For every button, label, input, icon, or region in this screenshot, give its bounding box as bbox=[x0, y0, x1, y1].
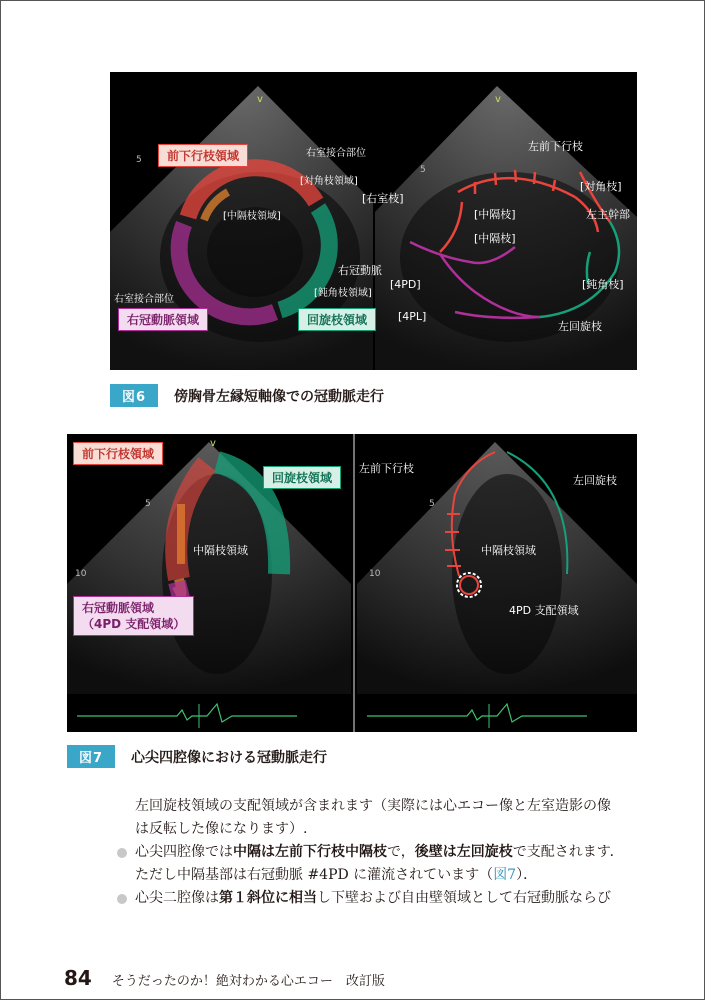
svg-text:10: 10 bbox=[75, 569, 87, 579]
figure7-title: 心尖四腔像における冠動脈走行 bbox=[131, 749, 328, 766]
bullet-dot-icon bbox=[117, 848, 127, 858]
fig6-label-obtuse-region: [鈍角枝領域] bbox=[314, 288, 372, 299]
figure7-image bbox=[67, 434, 637, 732]
figure6-badge: 図6 bbox=[110, 384, 158, 407]
fig7-rca-line1: 右冠動脈領域 bbox=[82, 601, 155, 615]
fig6-label-obtuse: [鈍角枝] bbox=[582, 278, 624, 291]
fig6-label-4pl: [4PL] bbox=[398, 310, 427, 323]
fig6-label-rca-region: 右冠動脈領域 bbox=[118, 308, 208, 331]
b2-text-c: し下壁および自由壁領域として右冠動脈ならび bbox=[317, 890, 611, 906]
body-text bbox=[113, 795, 653, 910]
figure6-caption bbox=[110, 384, 384, 407]
svg-text:5: 5 bbox=[429, 499, 435, 509]
fig6-label-lm: 左主幹部 bbox=[586, 208, 630, 221]
fig6-label-rca: 右冠動脈 bbox=[338, 264, 382, 277]
b1-bold-septum: 中隔は左前下行枝中隔枝 bbox=[233, 844, 387, 860]
fig6-label-rv-branch: [右室枝] bbox=[362, 192, 404, 205]
fig7-label-rca-region bbox=[73, 596, 194, 636]
fig6-label-lad-region: 前下行枝領域 bbox=[158, 144, 248, 167]
p1-line1: 左回旋枝領域の支配領域が含まれます（実際には心エコー像と左室造影の像 bbox=[135, 798, 611, 814]
figure7-reference-link[interactable]: 図7 bbox=[493, 867, 517, 883]
figure7-caption bbox=[67, 745, 327, 768]
b2-bold: 第１斜位に相当 bbox=[219, 890, 317, 906]
page-number: 84 bbox=[64, 966, 92, 990]
figure6-image bbox=[110, 72, 637, 370]
b1-line2-b: ）． bbox=[516, 867, 538, 883]
figure6-title: 傍胸骨左縁短軸像での冠動脈走行 bbox=[174, 388, 385, 405]
fig7-label-lcx: 左回旋枝 bbox=[573, 474, 617, 487]
fig6-label-septal-region: [中隔枝領域] bbox=[223, 211, 281, 222]
fig6-label-septal: [中隔枝] bbox=[474, 208, 516, 221]
book-title: そうだったのか！絶対わかる心エコー 改訂版 bbox=[111, 974, 385, 989]
fig6-label-diag: [対角枝] bbox=[580, 180, 622, 193]
paragraph-1 bbox=[113, 795, 653, 841]
b1-text-a: 心尖四腔像では bbox=[135, 844, 233, 860]
fig7-label-lad-region: 前下行枝領域 bbox=[73, 442, 163, 465]
b1-bold-posterior: 後壁は左回旋枝 bbox=[414, 844, 513, 860]
fig6-label-4pd: [4PD] bbox=[390, 278, 421, 291]
fig6-label-lad: 左前下行枝 bbox=[528, 140, 583, 153]
figure7-badge: 図7 bbox=[67, 745, 115, 768]
fig6-label-septal2: [中隔枝] bbox=[474, 232, 516, 245]
fig7-label-4pd: 4PD 支配領域 bbox=[509, 604, 579, 617]
fig6-label-rv-junction-bottom: 右室接合部位 bbox=[114, 294, 174, 305]
svg-text:5: 5 bbox=[136, 155, 142, 165]
fig6-label-diag-region: [対角枝領域] bbox=[300, 176, 358, 187]
svg-text:v: v bbox=[257, 94, 263, 105]
b1-text-e: で支配されます． bbox=[512, 844, 624, 860]
p1-line2: は反転した像になります）. bbox=[135, 821, 308, 837]
fig7-label-lcx-region: 回旋枝領域 bbox=[263, 466, 341, 489]
fig7-label-septal: 中隔枝領域 bbox=[481, 544, 536, 557]
fig7-label-septal-region: 中隔枝領域 bbox=[193, 544, 248, 557]
svg-text:v: v bbox=[210, 438, 216, 449]
fig7-label-lad: 左前下行枝 bbox=[359, 462, 414, 475]
fig6-label-rv-junction-top: 右室接合部位 bbox=[306, 148, 366, 159]
svg-text:10: 10 bbox=[369, 569, 381, 579]
page-footer bbox=[64, 966, 385, 990]
bullet-dot-icon bbox=[117, 894, 127, 904]
svg-text:5: 5 bbox=[145, 499, 151, 509]
fig6-label-lcx: 左回旋枝 bbox=[558, 320, 602, 333]
bullet-2 bbox=[113, 887, 653, 910]
svg-text:5: 5 bbox=[420, 165, 426, 175]
fig7-rca-line2: （4PD 支配領域） bbox=[82, 617, 186, 631]
fig6-label-lcx-region: 回旋枝領域 bbox=[298, 308, 376, 331]
b2-text-a: 心尖二腔像は bbox=[135, 890, 219, 906]
bullet-1 bbox=[113, 841, 653, 887]
svg-text:v: v bbox=[495, 94, 501, 105]
b1-line2-a: ただし中隔基部は右冠動脈 #4PD に灌流されています（ bbox=[135, 867, 494, 883]
b1-text-c: で， bbox=[387, 844, 415, 860]
